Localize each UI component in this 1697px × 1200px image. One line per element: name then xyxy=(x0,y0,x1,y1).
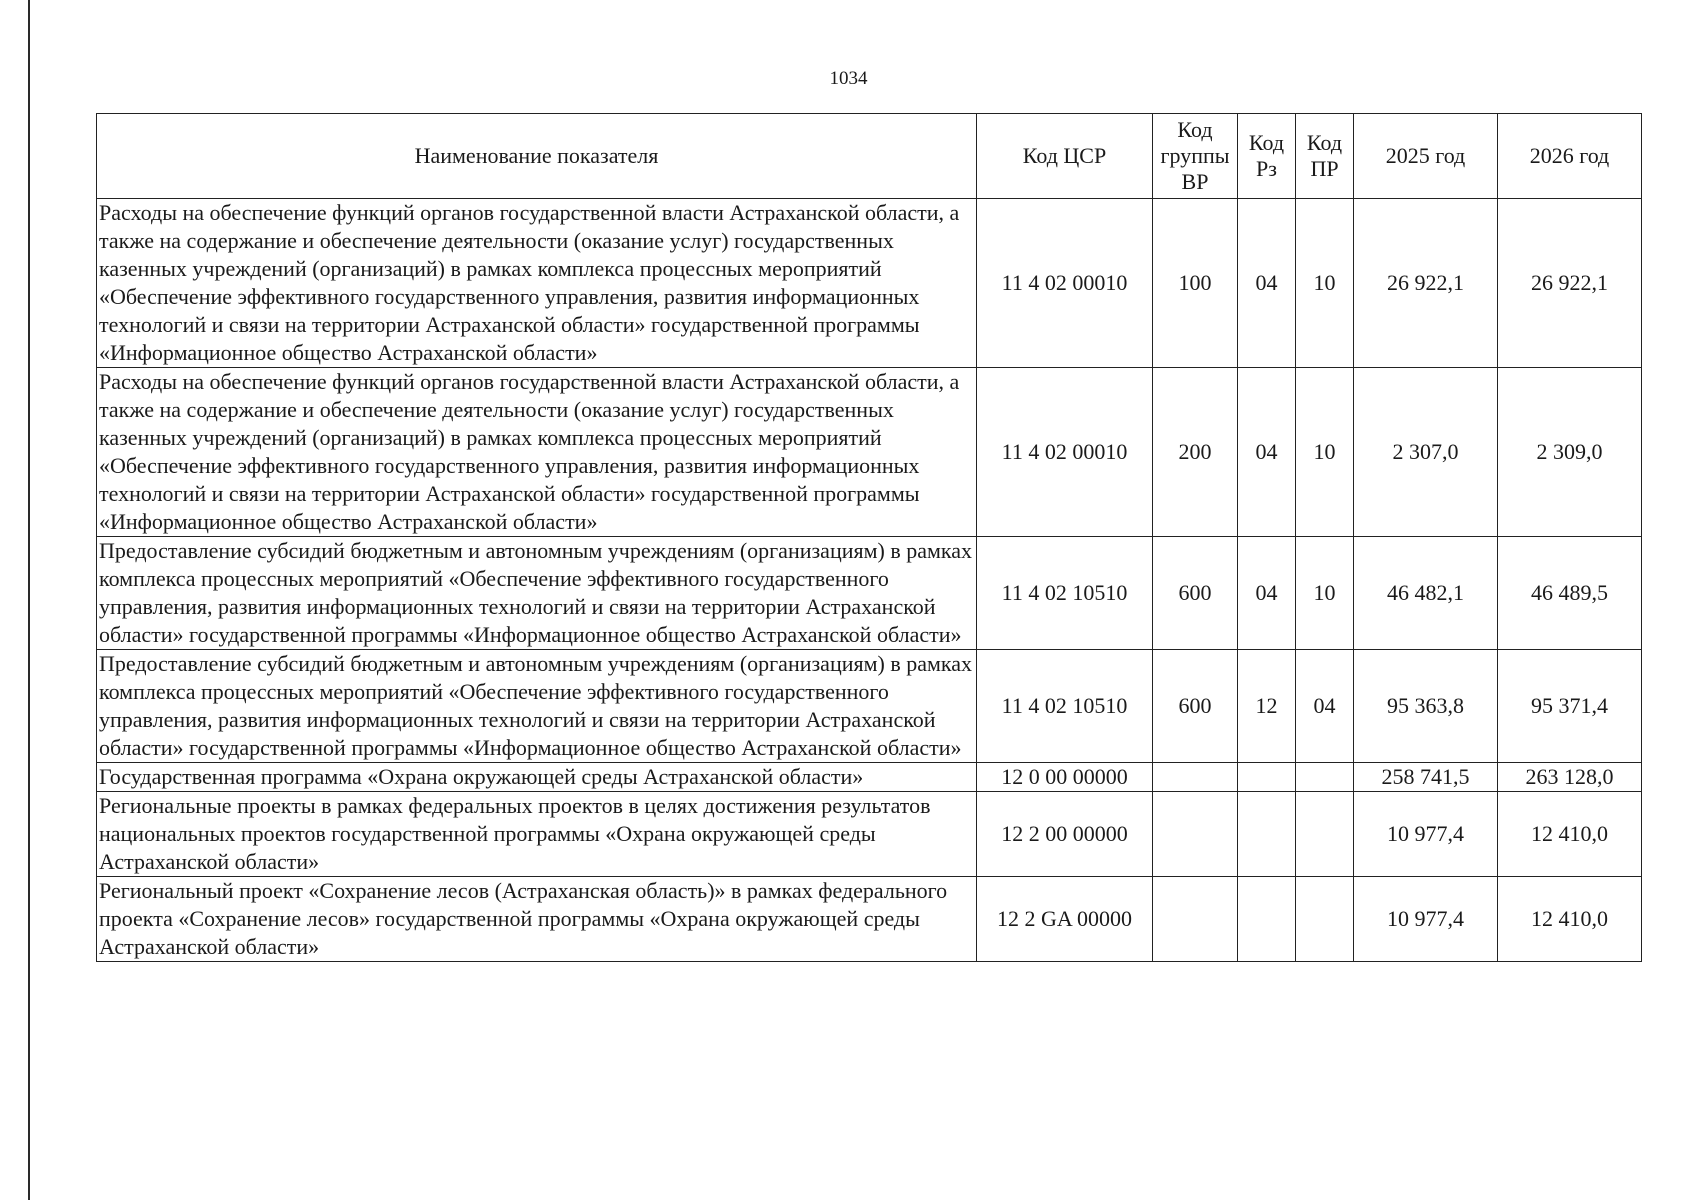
budget-table xyxy=(96,113,1642,962)
row-2025: 46 482,1 xyxy=(1354,537,1498,650)
scan-edge-line xyxy=(28,0,30,1200)
table-row xyxy=(97,537,1642,650)
table-row xyxy=(97,763,1642,792)
row-name: Предоставление субсидий бюджетным и автономным учреждениям (организациям) в рамках комплекса процессных мероприятий «Обеспечение эффективного государственного управления, развития информационных технологий и связи на территории Астраханской области» государственной программы «Информационное общество Астраханской области» xyxy=(97,650,977,763)
row-name: Региональный проект «Сохранение лесов (Астраханская область)» в рамках федерального проекта «Сохранение лесов» государственной программы «Охрана окружающей среды Астраханской области» xyxy=(97,877,977,962)
row-csr: 11 4 02 00010 xyxy=(977,368,1153,537)
row-csr: 12 2 00 00000 xyxy=(977,792,1153,877)
row-vr: 100 xyxy=(1153,199,1238,368)
row-pr: 04 xyxy=(1296,650,1354,763)
row-name: Предоставление субсидий бюджетным и автономным учреждениям (организациям) в рамках комплекса процессных мероприятий «Обеспечение эффективного государственного управления, развития информационных технологий и связи на территории Астраханской области» государственной программы «Информационное общество Астраханской области» xyxy=(97,537,977,650)
row-rz xyxy=(1238,877,1296,962)
table-row xyxy=(97,877,1642,962)
header-rz: Код Рз xyxy=(1238,114,1296,199)
row-rz: 04 xyxy=(1238,537,1296,650)
row-2026: 26 922,1 xyxy=(1498,199,1642,368)
row-name: Региональные проекты в рамках федеральных проектов в целях достижения результатов национальных проектов государственной программы «Охрана окружающей среды Астраханской области» xyxy=(97,792,977,877)
row-csr: 12 0 00 00000 xyxy=(977,763,1153,792)
row-vr xyxy=(1153,763,1238,792)
row-rz: 04 xyxy=(1238,199,1296,368)
row-csr: 12 2 GA 00000 xyxy=(977,877,1153,962)
row-csr: 11 4 02 10510 xyxy=(977,650,1153,763)
header-pr: Код ПР xyxy=(1296,114,1354,199)
page-number: 1034 xyxy=(829,68,868,89)
header-vr: Код группы ВР xyxy=(1153,114,1238,199)
table-header-row xyxy=(97,114,1642,199)
row-rz xyxy=(1238,763,1296,792)
row-2025: 258 741,5 xyxy=(1354,763,1498,792)
table-row xyxy=(97,650,1642,763)
row-vr: 600 xyxy=(1153,650,1238,763)
header-2025: 2025 год xyxy=(1354,114,1498,199)
row-2026: 12 410,0 xyxy=(1498,792,1642,877)
row-vr xyxy=(1153,877,1238,962)
row-2026: 95 371,4 xyxy=(1498,650,1642,763)
row-2026: 46 489,5 xyxy=(1498,537,1642,650)
row-rz: 12 xyxy=(1238,650,1296,763)
row-name: Расходы на обеспечение функций органов государственной власти Астраханской области, а также на содержание и обеспечение деятельности (оказание услуг) государственных казенных учреждений (организаций) в рамках комплекса процессных мероприятий «Обеспечение эффективного государственного управления, развития информационных технологий и связи на территории Астраханской области» государственной программы «Информационное общество Астраханской области» xyxy=(97,368,977,537)
table-row xyxy=(97,199,1642,368)
header-name: Наименование показателя xyxy=(97,114,977,199)
row-2025: 10 977,4 xyxy=(1354,877,1498,962)
row-pr xyxy=(1296,792,1354,877)
row-2025: 26 922,1 xyxy=(1354,199,1498,368)
row-pr xyxy=(1296,763,1354,792)
header-2026: 2026 год xyxy=(1498,114,1642,199)
row-vr: 600 xyxy=(1153,537,1238,650)
row-vr xyxy=(1153,792,1238,877)
row-2025: 2 307,0 xyxy=(1354,368,1498,537)
row-pr xyxy=(1296,877,1354,962)
row-csr: 11 4 02 10510 xyxy=(977,537,1153,650)
header-csr: Код ЦСР xyxy=(977,114,1153,199)
row-2026: 263 128,0 xyxy=(1498,763,1642,792)
table-row xyxy=(97,792,1642,877)
row-2026: 12 410,0 xyxy=(1498,877,1642,962)
row-pr: 10 xyxy=(1296,537,1354,650)
row-csr: 11 4 02 00010 xyxy=(977,199,1153,368)
row-pr: 10 xyxy=(1296,199,1354,368)
row-rz: 04 xyxy=(1238,368,1296,537)
row-rz xyxy=(1238,792,1296,877)
row-name: Расходы на обеспечение функций органов государственной власти Астраханской области, а также на содержание и обеспечение деятельности (оказание услуг) государственных казенных учреждений (организаций) в рамках комплекса процессных мероприятий «Обеспечение эффективного государственного управления, развития информационных технологий и связи на территории Астраханской области» государственной программы «Информационное общество Астраханской области» xyxy=(97,199,977,368)
row-2025: 10 977,4 xyxy=(1354,792,1498,877)
row-2026: 2 309,0 xyxy=(1498,368,1642,537)
row-pr: 10 xyxy=(1296,368,1354,537)
row-vr: 200 xyxy=(1153,368,1238,537)
row-2025: 95 363,8 xyxy=(1354,650,1498,763)
row-name: Государственная программа «Охрана окружающей среды Астраханской области» xyxy=(97,763,977,792)
table-row xyxy=(97,368,1642,537)
